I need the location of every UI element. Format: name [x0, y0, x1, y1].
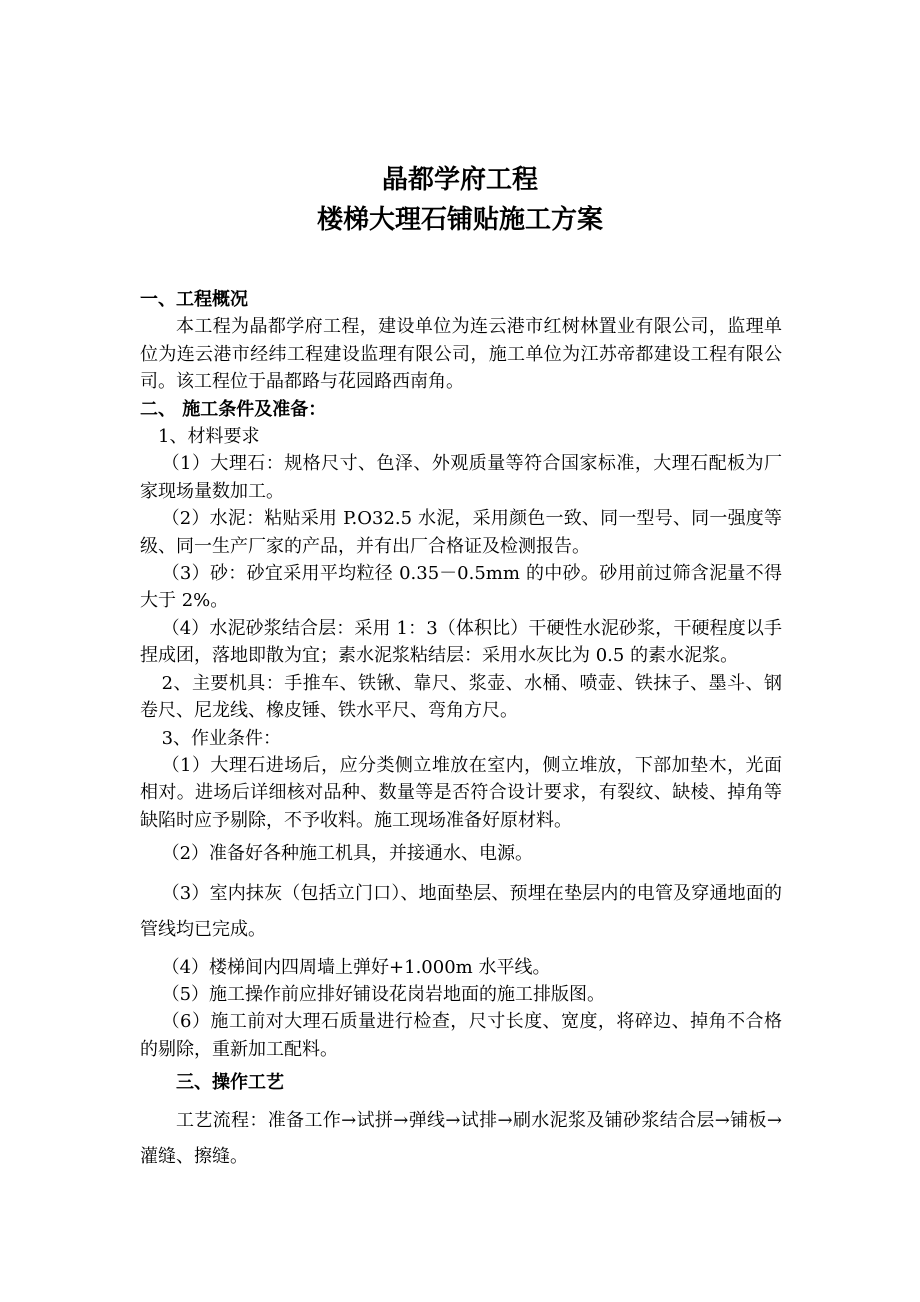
- subheading-materials: 1、材料要求: [158, 426, 260, 448]
- paragraph-cement: （2）水泥：粘贴采用 P.O32.5 水泥，采用颜色一致、同一型号、同一强度等级、同一生产厂家的产品，并有出厂合格证及检测报告。: [140, 508, 782, 557]
- section-heading-conditions: 二、 施工条件及准备：: [140, 398, 327, 420]
- paragraph-process-flow: 工艺流程：准备工作→试拼→弹线→试排→刷水泥浆及铺砂浆结合层→铺板→灌缝、擦缝。: [140, 1109, 782, 1167]
- paragraph-overview: 本工程为晶都学府工程，建设单位为连云港市红树林置业有限公司，监理单位为连云港市经纬工程建设监理有限公司，施工单位为江苏帝都建设工程有限公司。该工程位于晶都路与花园路西南角。: [140, 316, 782, 393]
- paragraph-tools: 2、主要机具：手推车、铁锹、靠尺、浆壶、水桶、喷壶、铁抹子、墨斗、钢卷尺、尼龙线、橡皮锤、铁水平尺、弯角方尺。: [140, 672, 782, 722]
- paragraph-marble: （1）大理石：规格尺寸、色泽、外观质量等符合国家标准，大理石配板为厂家现场量数加工。: [140, 453, 782, 502]
- paragraph-condition-2: （2）准备好各种施工机具，并接通水、电源。: [161, 843, 534, 865]
- paragraph-sand: （3）砂：砂宜采用平均粒径 0.35－0.5mm 的中砂。砂用前过筛含泥量不得大于 2%。: [140, 563, 782, 612]
- paragraph-mortar: （4）水泥砂浆结合层：采用 1：3（体积比）干硬性水泥砂浆，干硬程度以手捏成团，落地即散为宜；素水泥浆粘结层：采用水灰比为 0.5 的素水泥浆。: [140, 617, 782, 667]
- paragraph-condition-4: （4）楼梯间内四周墙上弹好+1.000m 水平线。: [161, 956, 551, 978]
- section-heading-process: 三、操作工艺: [176, 1072, 284, 1094]
- section-heading-overview: 一、工程概况: [140, 289, 248, 310]
- document-title: 晶都学府工程: [381, 165, 538, 195]
- paragraph-condition-6: （6）施工前对大理石质量进行检查，尺寸长度、宽度，将碎边、掉角不合格的剔除，重新加工配料。: [140, 1011, 782, 1060]
- subheading-work-conditions: 3、作业条件：: [161, 727, 282, 749]
- document-subtitle: 楼梯大理石铺贴施工方案: [316, 205, 603, 235]
- paragraph-condition-3: （3）室内抹灰（包括立门口）、地面垫层、预埋在垫层内的电管及穿通地面的管线均已完成。: [140, 882, 782, 940]
- paragraph-condition-5: （5）施工操作前应排好铺设花岗岩地面的施工排版图。: [161, 983, 606, 1005]
- document-body: [140, 286, 782, 1175]
- paragraph-condition-1: （1）大理石进场后，应分类侧立堆放在室内，侧立堆放，下部加垫木，光面相对。进场后详细核对品种、数量等是否符合设计要求，有裂纹、缺棱、掉角等缺陷时应予剔除，不予收料。施工现场准备好原材料。: [140, 754, 782, 831]
